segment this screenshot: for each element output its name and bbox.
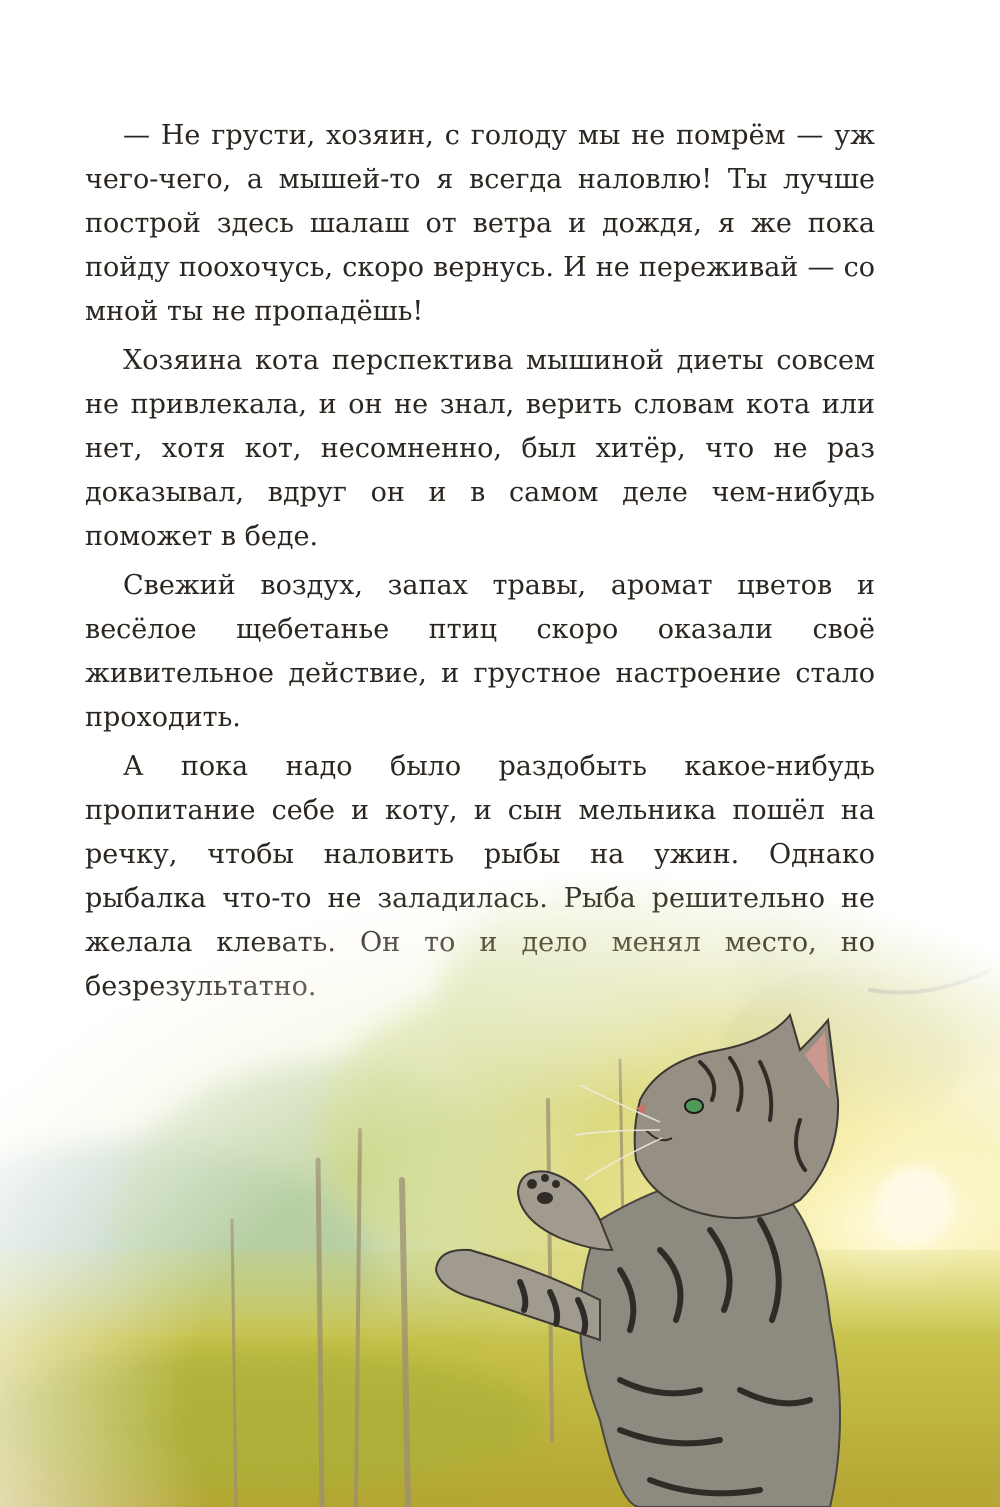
- paragraph-4: А пока надо было раздобыть какое-нибудь: [123, 751, 875, 782]
- cat-illustration: [0, 800, 1000, 1507]
- sun: [877, 1167, 953, 1243]
- paragraph-1: — Не грусти, хозяин, с голоду мы не помрём — уж чего-чего, а мышей-то я всегда наловлю! Ты лучше построй здесь шалаш от ветра и дождя, я же пока пойду поохочусь, скоро вернусь. И не переживай — со мной ты не пропадёшь!: [85, 120, 875, 327]
- paragraph-2: Хозяина кота перспектива мышиной диеты совсем не привлекала, и он не знал, верить словам кота или нет, хотя кот, несомненно, был хитёр, что не раз доказывал, вдруг он и в самом деле чем-нибудь поможет в беде.: [85, 345, 875, 552]
- paragraph-3: Свежий воздух, запах травы, аромат цветов и весёлое щебетанье птиц скоро оказали своё живительное действие, и грустное настроение стало проходить.: [85, 570, 875, 733]
- illustration-canvas: [0, 800, 1000, 1507]
- cat-eye: [685, 1099, 703, 1113]
